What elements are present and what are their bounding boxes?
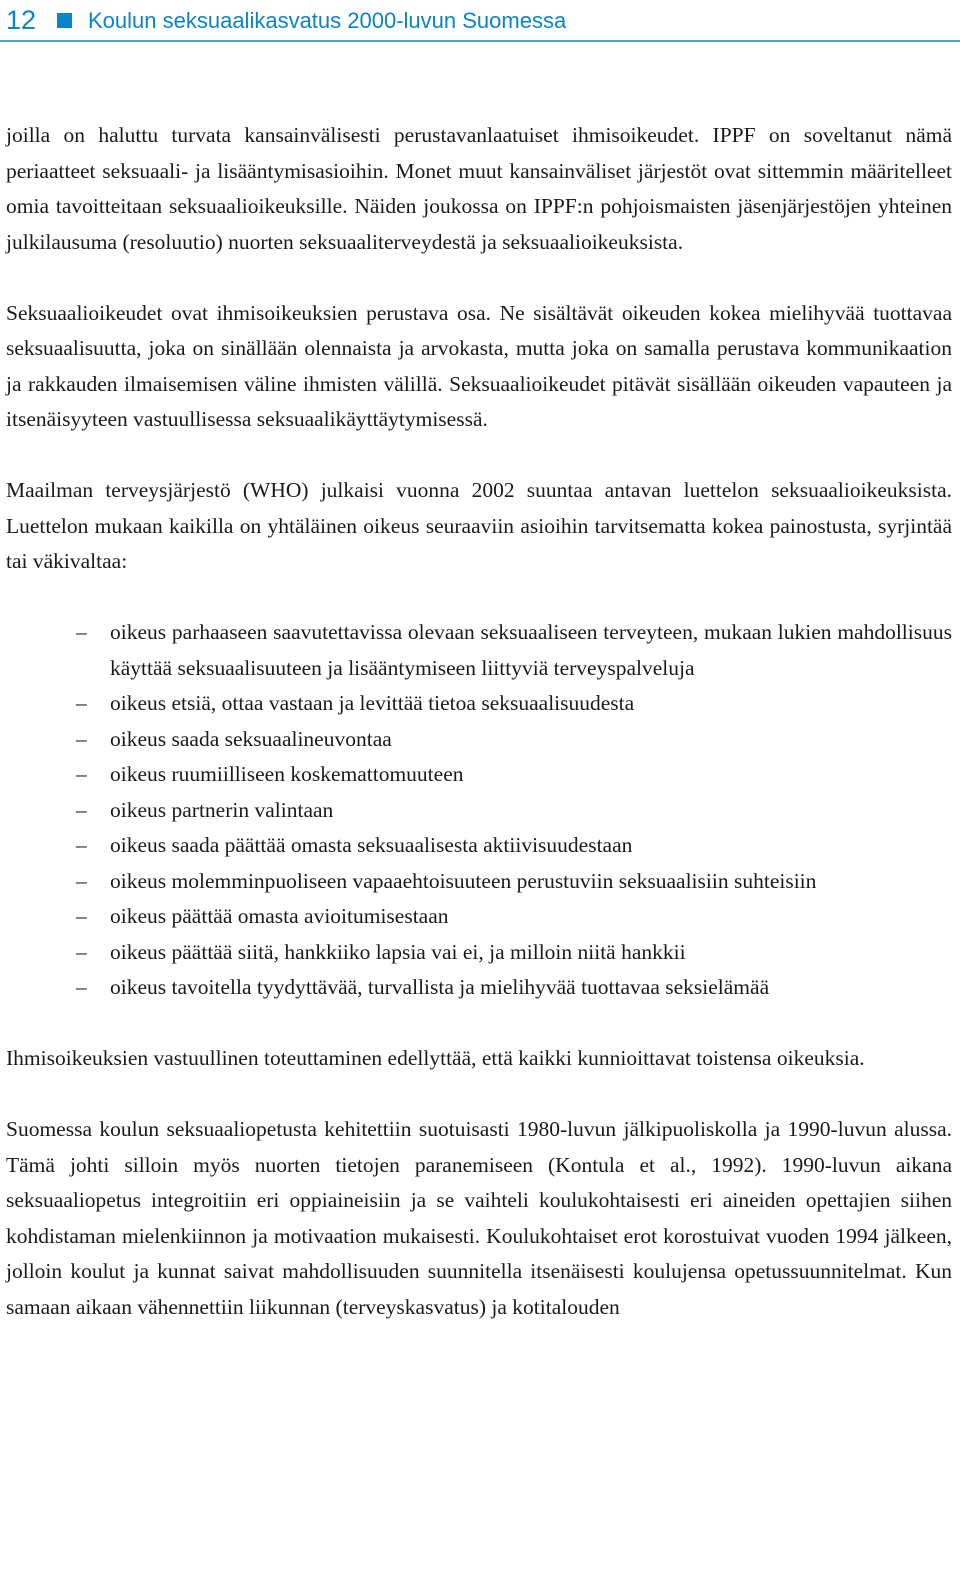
body-text [6, 118, 952, 1325]
page-number: 12 [6, 5, 37, 35]
list-item-text: oikeus päättää siitä, hankkiiko lapsia vai ei, ja milloin niitä hankkii [110, 939, 686, 964]
list-item [6, 793, 952, 829]
list-item [6, 935, 952, 971]
dash-bullet: – [76, 975, 87, 999]
rights-list [6, 615, 952, 1006]
dash-bullet: – [76, 691, 87, 715]
list-item-text: oikeus päättää omasta avioitumisestaan [110, 904, 449, 928]
list-item [6, 757, 952, 793]
header-rule [0, 40, 960, 42]
list-item-text: oikeus etsiä, ottaa vastaan ja levittää tietoa seksuaalisuudesta [110, 691, 635, 715]
list-item-text: oikeus tavoitella tyydyttävää, turvallista ja mielihyvää tuottavaa seksielämää [110, 975, 770, 999]
list-item [6, 722, 952, 758]
dash-bullet: – [76, 939, 87, 964]
running-header-title: Koulun seksuaalikasvatus 2000-luvun Suomessa [88, 8, 567, 33]
header-square-marker [57, 13, 72, 28]
dash-bullet: – [76, 620, 87, 644]
list-item [6, 864, 952, 900]
list-item-text: oikeus molemminpuoliseen vapaaehtoisuuteen perustuviin seksuaalisiin suhteisiin [110, 868, 817, 893]
paragraph: Ihmisoikeuksien vastuullinen toteuttaminen edellyttää, että kaikki kunnioittavat toistensa oikeuksia. [6, 1046, 865, 1070]
paragraph: Maailman terveysjärjestö (WHO) julkaisi vuonna 2002 suuntaa antavan luettelon seksuaalioikeuksista. Luettelon mukaan kaikilla on yhtäläinen oikeus seuraaviin asioihin tarvitsematta kokea painostusta, syrjintää tai väkivaltaa: [6, 478, 952, 573]
list-item-text: oikeus saada seksuaalineuvontaa [110, 726, 392, 751]
list-item-text: oikeus saada päättää omasta seksuaalisesta aktiivisuudestaan [110, 833, 633, 857]
list-item-text: oikeus ruumiilliseen koskemattomuuteen [110, 762, 464, 786]
dash-bullet: – [76, 904, 87, 928]
list-item [6, 970, 952, 1006]
dash-bullet: – [76, 797, 87, 822]
paragraph: Seksuaalioikeudet ovat ihmisoikeuksien perustava osa. Ne sisältävät oikeuden kokea mielihyvää tuottavaa seksuaalisuutta, joka on sinällään olennaista ja arvokasta, mutta joka on samalla perustava kommunikaation ja rakkauden ilmaisemisen väline ihmisten välillä. Seksuaalioikeudet pitävät sisällään oikeuden vapauteen ja itsenäisyyteen vastuullisessa seksuaalikäyttäytymisessä. [6, 300, 952, 431]
list-item [6, 828, 952, 864]
list-item [6, 615, 952, 686]
dash-bullet: – [76, 762, 87, 786]
dash-bullet: – [76, 833, 87, 857]
list-item-text: oikeus partnerin valintaan [110, 797, 334, 822]
running-header [0, 0, 960, 42]
list-item [6, 899, 952, 935]
list-item-text: oikeus parhaaseen saavutettavissa olevaan seksuaaliseen terveyteen, mukaan lukien mahdollisuus käyttää seksuaalisuuteen ja lisääntymiseen liittyviä terveyspalveluja [110, 620, 952, 680]
dash-bullet: – [76, 726, 87, 751]
paragraph: joilla on haluttu turvata kansainvälisesti perustavanlaatuiset ihmisoikeudet. IPPF on soveltanut nämä periaatteet seksuaali- ja lisääntymisasioihin. Monet muut kansainväliset järjestöt ovat sittemmin määritelleet omia tavoitteitaan seksuaalioikeuksille. Näiden joukossa on IPPF:n pohjoismaisten jäsenjärjestöjen yhteinen julkilausuma (resoluutio) nuorten seksuaaliterveydestä ja seksuaalioikeuksista. [6, 123, 952, 254]
list-item [6, 686, 952, 722]
paragraph: Suomessa koulun seksuaaliopetusta kehitettiin suotuisasti 1980-luvun jälkipuoliskolla ja 1990-luvun alussa. Tämä johti silloin myös nuorten tietojen paranemiseen (Kontula et al., 1992). 1990-luvun aikana seksuaaliopetus integroitiin eri oppiaineisiin ja se vaihteli koulukohtaisesti eri aineiden opettajien siihen kohdistaman mielenkiinnon ja motivaation mukaisesti. Koulukohtaiset erot korostuivat vuoden 1994 jälkeen, jolloin koulut ja kunnat saivat mahdollisuuden suunnitella itsenäisesti koulujensa opetussuunnitelmat. Kun samaan aikaan vähennettiin liikunnan (terveyskasvatus) ja kotitalouden [6, 1117, 952, 1319]
dash-bullet: – [76, 868, 87, 893]
